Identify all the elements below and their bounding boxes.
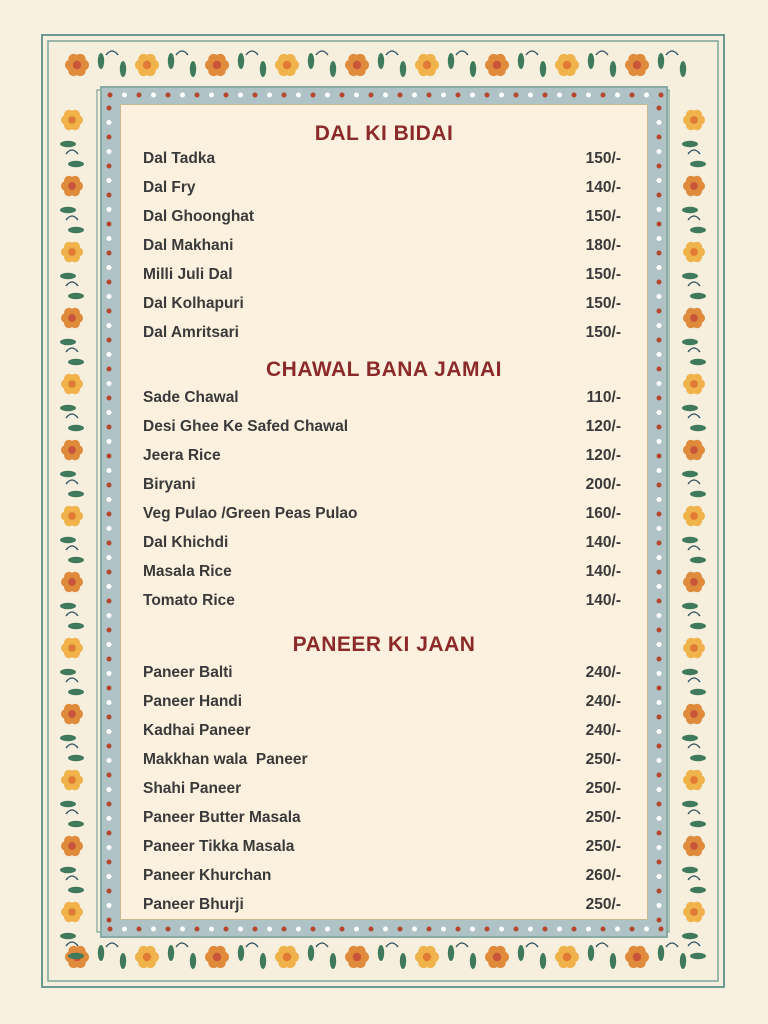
- section-title-paneer-ki-jaan: PANEER KI JAAN: [292, 633, 476, 656]
- menu-item: [143, 324, 621, 346]
- menu-item: [143, 179, 621, 201]
- menu-item: [143, 418, 621, 440]
- item-price: 150/-: [585, 266, 621, 283]
- item-name: Dal Fry: [143, 179, 196, 196]
- item-price: 150/-: [585, 208, 621, 225]
- item-name: Dal Makhani: [143, 237, 234, 254]
- item-name: Masala Rice: [143, 563, 232, 580]
- item-name: Jeera Rice: [143, 447, 221, 464]
- menu-item: [143, 896, 621, 918]
- menu-panel: [120, 104, 648, 920]
- item-name: Kadhai Paneer: [143, 722, 251, 739]
- menu-item: [143, 295, 621, 317]
- item-name: Paneer Khurchan: [143, 867, 272, 884]
- item-price: 250/-: [585, 838, 621, 855]
- menu-item: [143, 237, 621, 259]
- item-name: Biryani: [143, 476, 196, 493]
- menu-item: [143, 867, 621, 889]
- item-price: 180/-: [585, 237, 621, 254]
- menu-item: [143, 476, 621, 498]
- item-name: Milli Juli Dal: [143, 266, 233, 283]
- menu-item: [143, 722, 621, 744]
- menu-item: [143, 751, 621, 773]
- menu-item: [143, 664, 621, 686]
- item-price: 200/-: [585, 476, 621, 493]
- menu-item: [143, 693, 621, 715]
- item-price: 140/-: [585, 534, 621, 551]
- item-name: Tomato Rice: [143, 592, 235, 609]
- item-name: Dal Tadka: [143, 150, 216, 167]
- menu-item: [143, 838, 621, 860]
- item-price: 110/-: [586, 389, 621, 406]
- item-name: Paneer Butter Masala: [143, 809, 301, 826]
- menu-item: [143, 592, 621, 614]
- item-name: Makkhan wala Paneer: [143, 751, 308, 768]
- item-price: 150/-: [585, 295, 621, 312]
- menu-item: [143, 780, 621, 802]
- item-name: Paneer Handi: [143, 693, 243, 710]
- menu-item: [143, 534, 621, 556]
- menu-item: [143, 563, 621, 585]
- item-name: Dal Amritsari: [143, 324, 239, 341]
- item-price: 140/-: [585, 179, 621, 196]
- item-price: 240/-: [585, 693, 621, 710]
- section-title-dal-ki-bidai: DAL KI BIDAI: [314, 122, 454, 145]
- item-price: 250/-: [585, 896, 621, 913]
- item-name: Veg Pulao /Green Peas Pulao: [143, 505, 358, 522]
- menu-item: [143, 208, 621, 230]
- menu-item: [143, 150, 621, 172]
- item-name: Sade Chawal: [143, 389, 239, 406]
- menu-item: [143, 505, 621, 527]
- item-price: 150/-: [585, 150, 621, 167]
- menu-item: [143, 809, 621, 831]
- item-price: 160/-: [585, 505, 621, 522]
- item-name: Paneer Bhurji: [143, 896, 244, 913]
- item-price: 250/-: [585, 780, 621, 797]
- item-name: Shahi Paneer: [143, 780, 242, 797]
- item-price: 240/-: [585, 722, 621, 739]
- item-price: 140/-: [585, 592, 621, 609]
- item-price: 240/-: [585, 664, 621, 681]
- item-price: 260/-: [585, 867, 621, 884]
- menu-item: [143, 447, 621, 469]
- menu-item: [143, 266, 621, 288]
- item-price: 120/-: [585, 447, 621, 464]
- item-name: Dal Kolhapuri: [143, 295, 244, 312]
- item-name: Dal Khichdi: [143, 534, 229, 551]
- item-name: Paneer Tikka Masala: [143, 838, 295, 855]
- item-price: 250/-: [585, 809, 621, 826]
- menu-item: [143, 389, 621, 411]
- section-title-chawal-bana-jamai: CHAWAL BANA JAMAI: [265, 358, 502, 381]
- item-name: Desi Ghee Ke Safed Chawal: [143, 418, 349, 435]
- item-price: 250/-: [585, 751, 621, 768]
- item-name: Paneer Balti: [143, 664, 233, 681]
- item-price: 140/-: [585, 563, 621, 580]
- item-name: Dal Ghoonghat: [143, 208, 255, 225]
- item-price: 150/-: [585, 324, 621, 341]
- item-price: 120/-: [585, 418, 621, 435]
